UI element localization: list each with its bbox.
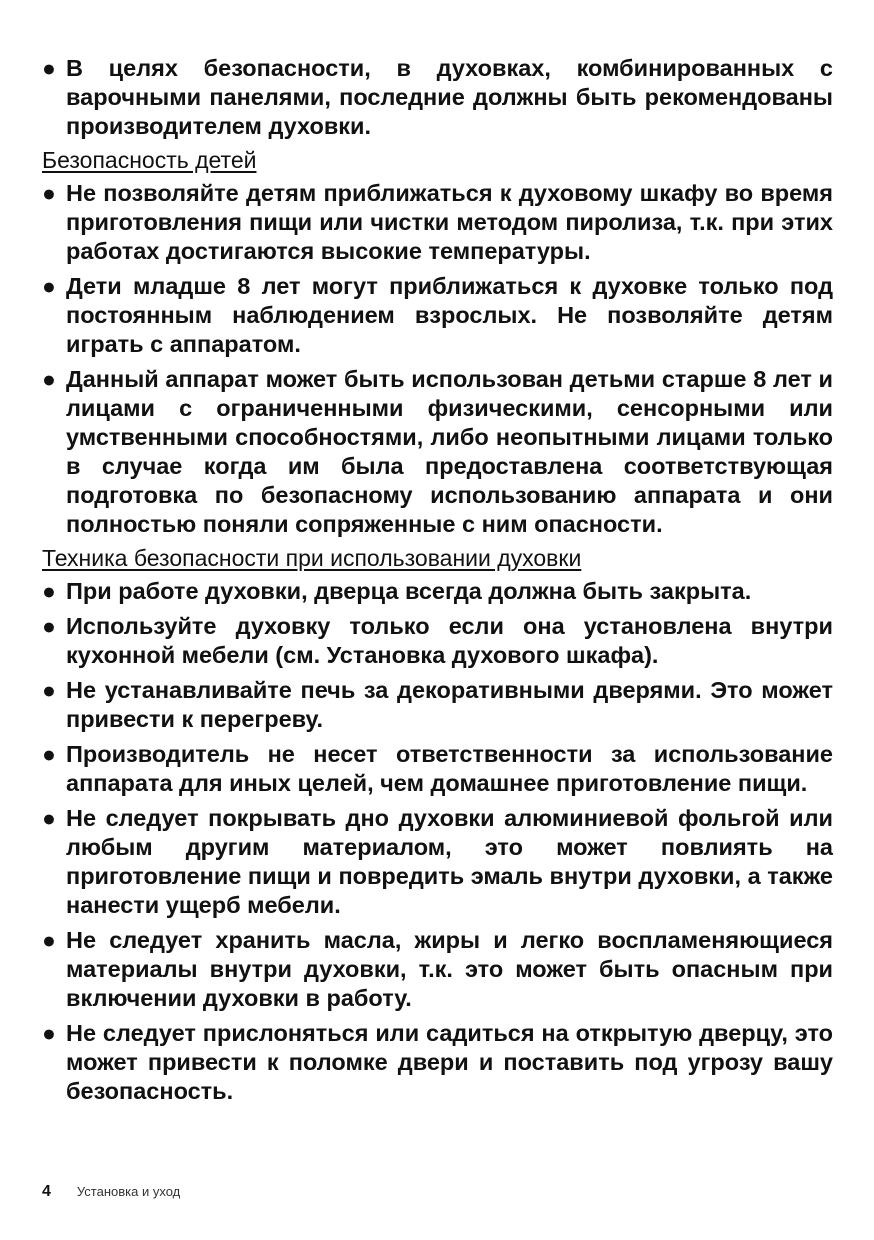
intro-item-text: В целях безопасности, в духовках, комбинированных с варочными панелями, последние должны быть рекомендованы производителем духовки. — [66, 55, 833, 139]
page-footer — [42, 1183, 180, 1201]
list-item — [42, 804, 833, 920]
list-item-text: Дети младше 8 лет могут приближаться к духовке только под постоянным наблюдением взрослых. Не позволяйте детям играть с аппаратом. — [66, 273, 833, 357]
list-item-text: Производитель не несет ответственности за использование аппарата для иных целей, чем домашнее приготовление пищи. — [66, 741, 833, 796]
list-item — [42, 740, 833, 798]
list-item-text: Не устанавливайте печь за декоративными дверями. Это может привести к перегреву. — [66, 677, 833, 732]
bullet-icon: ● — [42, 366, 56, 392]
bullet-icon: ● — [42, 578, 56, 604]
list-item — [42, 676, 833, 734]
list-item-text: Не позволяйте детям приближаться к духовому шкафу во время приготовления пищи или чистки методом пиролиза, т.к. при этих работах достигаются высокие температуры. — [66, 180, 833, 264]
list-item — [42, 612, 833, 670]
bullet-icon: ● — [42, 180, 56, 206]
bullet-icon: ● — [42, 1020, 56, 1046]
list-item-text: Не следует покрывать дно духовки алюминиевой фольгой или любым другим материалом, это может повлиять на приготовление пищи и повредить эмаль внутри духовки, а также нанести ущерб мебели. — [66, 805, 833, 918]
bullet-icon: ● — [42, 805, 56, 831]
bullet-icon: ● — [42, 741, 56, 767]
bullet-icon: ● — [42, 677, 56, 703]
section-heading-child-safety: Безопасность детей — [42, 147, 257, 173]
list-item — [42, 577, 833, 606]
list-item — [42, 1019, 833, 1106]
list-item — [42, 272, 833, 359]
bullet-icon: ● — [42, 55, 56, 81]
footer-section-title: Установка и уход — [76, 1184, 181, 1199]
bullet-icon: ● — [42, 927, 56, 953]
list-item-text: Данный аппарат может быть использован детьми старше 8 лет и лицами с ограниченными физическими, сенсорными или умственными способностями, либо неопытными лицами только в случае когда им была предоставлена соответствующая подготовка по безопасному использованию аппарата и они полностью поняли сопряженные с ним опасности. — [66, 366, 833, 537]
page-number: 4 — [42, 1183, 51, 1200]
bullet-icon: ● — [42, 273, 56, 299]
list-item-text: При работе духовки, дверца всегда должна быть закрыта. — [66, 578, 752, 604]
intro-item — [42, 54, 833, 141]
bullet-icon: ● — [42, 613, 56, 639]
list-item-text: Используйте духовку только если она установлена внутри кухонной мебели (см. Установка духового шкафа). — [66, 613, 833, 668]
section-heading-oven-safety: Техника безопасности при использовании духовки — [42, 545, 582, 571]
list-item — [42, 179, 833, 266]
list-item — [42, 926, 833, 1013]
list-item — [42, 365, 833, 539]
document-body — [42, 54, 833, 1112]
list-item-text: Не следует прислоняться или садиться на открытую дверцу, это может привести к поломке двери и поставить под угрозу вашу безопасность. — [66, 1020, 833, 1104]
list-item-text: Не следует хранить масла, жиры и легко воспламеняющиеся материалы внутри духовки, т.к. это может быть опасным при включении духовки в работу. — [66, 927, 833, 1011]
